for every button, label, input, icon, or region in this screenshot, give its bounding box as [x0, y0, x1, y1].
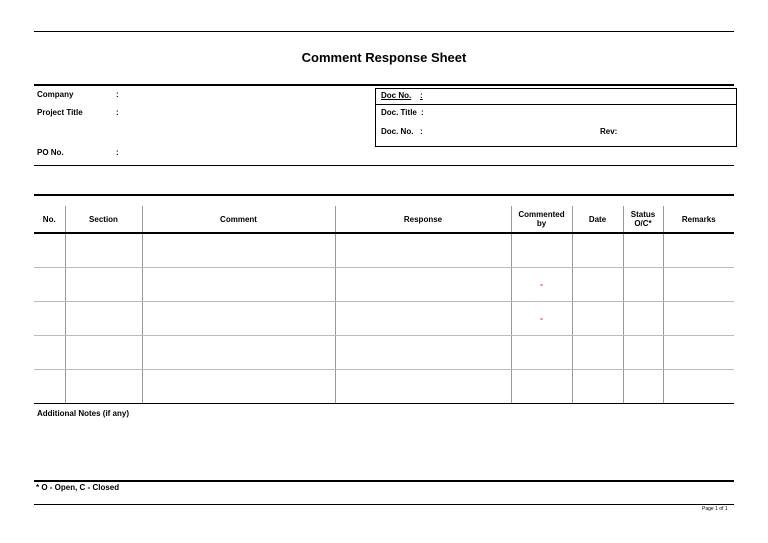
- rev-label: Rev:: [600, 127, 618, 136]
- cell-commented-by[interactable]: [511, 233, 572, 268]
- doc-title-value[interactable]: :: [421, 108, 424, 117]
- cell-date[interactable]: [572, 233, 623, 268]
- cell-comment[interactable]: [142, 302, 335, 336]
- cell-commented-by[interactable]: [511, 370, 572, 404]
- company-value[interactable]: :: [116, 90, 119, 99]
- cell-response[interactable]: [335, 268, 511, 302]
- table-row: [34, 302, 734, 336]
- doc-box-divider: [376, 104, 736, 105]
- additional-notes-label: Additional Notes (if any): [37, 409, 129, 418]
- table-top-rule: [34, 194, 734, 196]
- po-no-value[interactable]: :: [116, 148, 119, 157]
- cell-remarks[interactable]: [663, 336, 734, 370]
- comment-table: [34, 206, 734, 404]
- cell-no[interactable]: [34, 268, 65, 302]
- doc-no2-label: Doc. No.: [381, 127, 414, 136]
- table-row: [34, 336, 734, 370]
- header-no: No.: [34, 206, 65, 233]
- title-rule: [34, 84, 734, 86]
- notes-bottom-rule: [34, 480, 734, 482]
- cell-comment[interactable]: [142, 268, 335, 302]
- header-response: Response: [335, 206, 511, 233]
- document-info-box: [375, 88, 737, 147]
- cell-remarks[interactable]: [663, 268, 734, 302]
- table-row: [34, 268, 734, 302]
- cell-commented-by[interactable]: -: [511, 268, 572, 302]
- doc-title-label: Doc. Title: [381, 108, 417, 117]
- cell-date[interactable]: [572, 268, 623, 302]
- po-no-label: PO No.: [37, 148, 64, 157]
- cell-status[interactable]: [623, 336, 663, 370]
- cell-commented-by[interactable]: [511, 336, 572, 370]
- table-row: [34, 233, 734, 268]
- cell-commented-by[interactable]: -: [511, 302, 572, 336]
- cell-comment[interactable]: [142, 233, 335, 268]
- cell-response[interactable]: [335, 233, 511, 268]
- top-rule: [34, 31, 734, 32]
- cell-no[interactable]: [34, 336, 65, 370]
- cell-date[interactable]: [572, 336, 623, 370]
- header-status: Status O/C*: [623, 206, 663, 233]
- cell-no[interactable]: [34, 370, 65, 404]
- cell-response[interactable]: [335, 302, 511, 336]
- status-legend: * O - Open, C - Closed: [36, 483, 120, 492]
- footer-rule: [34, 504, 734, 505]
- cell-status[interactable]: [623, 268, 663, 302]
- header-commented-by: Commented by: [511, 206, 572, 233]
- header-section: Section: [65, 206, 142, 233]
- header-remarks: Remarks: [663, 206, 734, 233]
- cell-no[interactable]: [34, 233, 65, 268]
- cell-remarks[interactable]: [663, 370, 734, 404]
- cell-date[interactable]: [572, 370, 623, 404]
- doc-no-value[interactable]: :: [420, 91, 423, 100]
- table-header-row: [34, 206, 734, 233]
- cell-comment[interactable]: [142, 370, 335, 404]
- cell-status[interactable]: [623, 233, 663, 268]
- cell-comment[interactable]: [142, 336, 335, 370]
- cell-response[interactable]: [335, 336, 511, 370]
- doc-no2-value[interactable]: :: [420, 127, 423, 136]
- cell-date[interactable]: [572, 302, 623, 336]
- header-date: Date: [572, 206, 623, 233]
- info-bottom-rule: [34, 165, 734, 166]
- page-title: Comment Response Sheet: [301, 50, 467, 65]
- cell-section[interactable]: [65, 233, 142, 268]
- project-title-value[interactable]: :: [116, 108, 119, 117]
- table-row: [34, 370, 734, 404]
- company-label: Company: [37, 90, 74, 99]
- cell-section[interactable]: [65, 336, 142, 370]
- cell-status[interactable]: [623, 370, 663, 404]
- cell-response[interactable]: [335, 370, 511, 404]
- cell-section[interactable]: [65, 302, 142, 336]
- cell-section[interactable]: [65, 370, 142, 404]
- cell-status[interactable]: [623, 302, 663, 336]
- cell-no[interactable]: [34, 302, 65, 336]
- header-comment: Comment: [142, 206, 335, 233]
- cell-remarks[interactable]: [663, 233, 734, 268]
- cell-section[interactable]: [65, 268, 142, 302]
- page-number: Page 1 of 1: [702, 506, 728, 512]
- cell-remarks[interactable]: [663, 302, 734, 336]
- doc-no-label: Doc No.: [381, 91, 412, 100]
- project-title-label: Project Title: [37, 108, 83, 117]
